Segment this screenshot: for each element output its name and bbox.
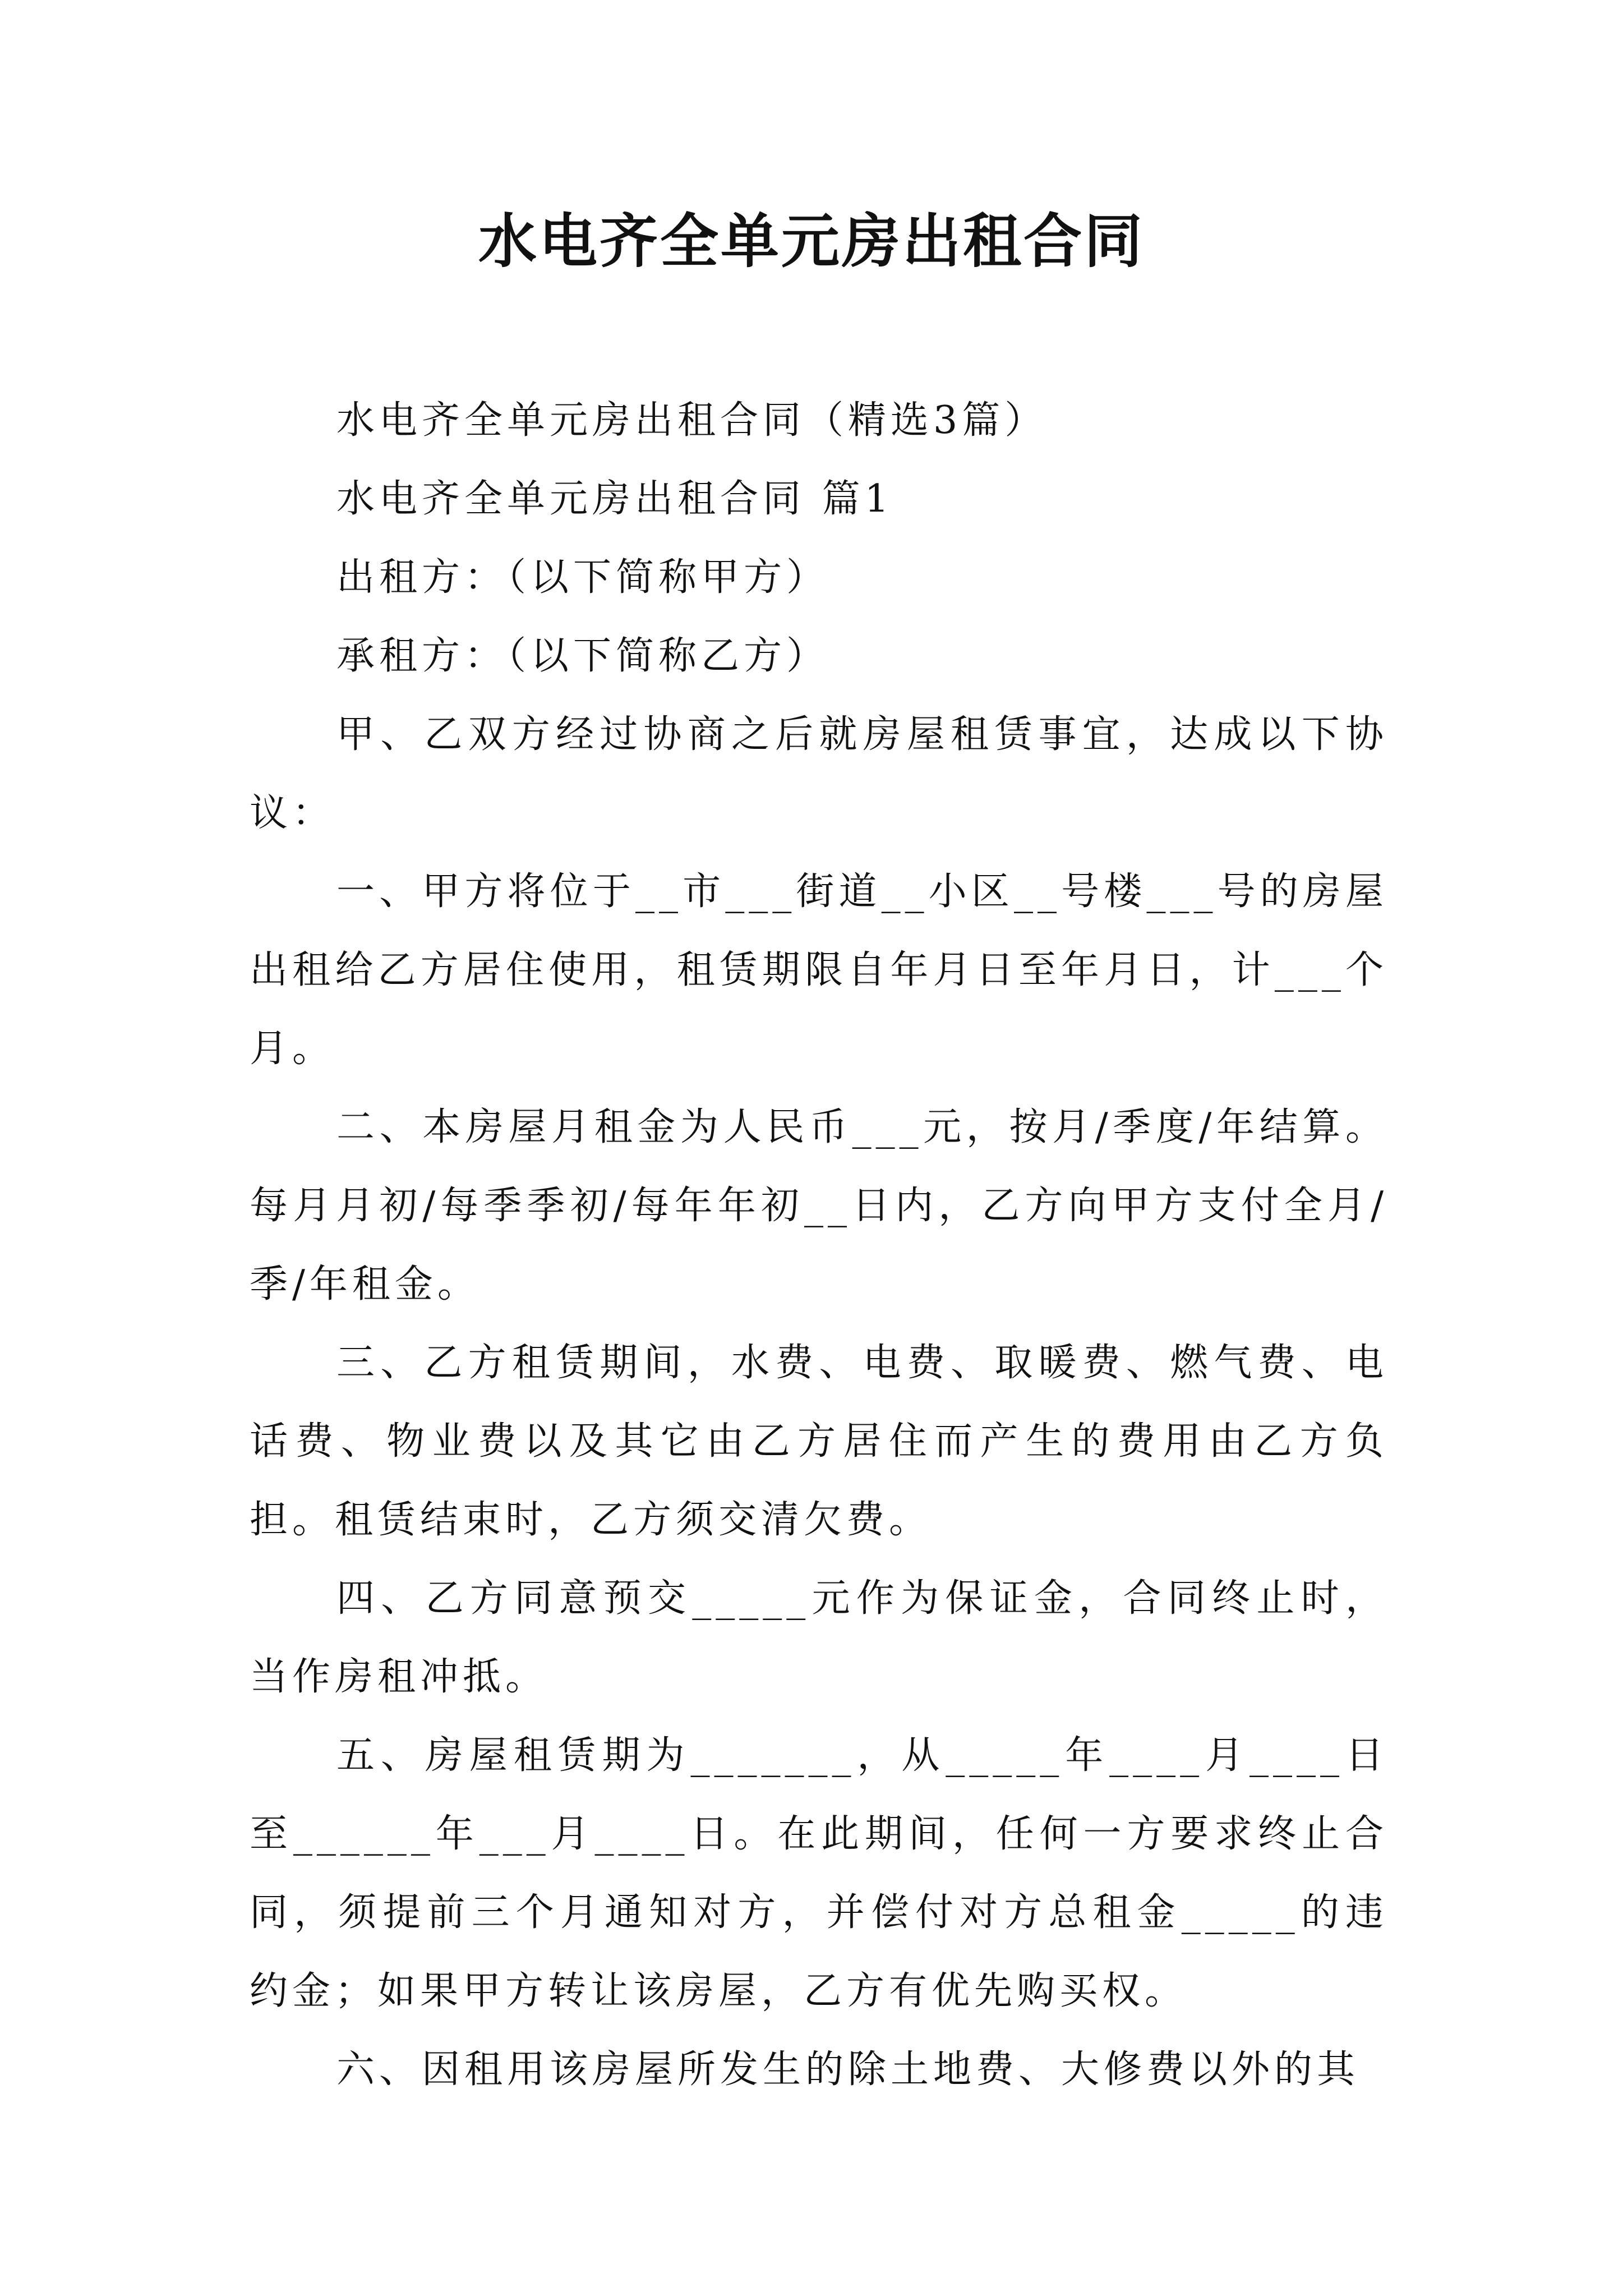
clause-5: 五、房屋租赁期为_______，从_____年____月____日至______年___月____日。在此期间，任何一方要求终止合同，须提前三个月通知对方，并偿付对方总租金_____的违约金；如果甲方转让该房屋，乙方有优先购买权。 (250, 1733, 1388, 2013)
clause-6: 六、因租用该房屋所发生的除土地费、大修费以外的其 (336, 2047, 1360, 2092)
paragraph-lessor: 出租方：（以下简称甲方） (336, 555, 829, 600)
paragraph-agreement-intro: 甲、乙双方经过协商之后就房屋租赁事宜，达成以下协议： (250, 712, 1388, 835)
paragraph-part-heading: 水电齐全单元房出租合同 篇1 (336, 477, 893, 521)
paragraph-lessee: 承租方：（以下简称乙方） (336, 634, 829, 678)
paragraph-collection-heading: 水电齐全单元房出租合同（精选3篇） (336, 398, 1048, 443)
clause-2: 二、本房屋月租金为人民币___元，按月/季度/年结算。每月月初/每季季初/每年年初__日内，乙方向甲方支付全月/季/年租金。 (250, 1105, 1388, 1306)
document-title: 水电齐全单元房出租合同 (478, 207, 1145, 275)
clause-4: 四、乙方同意预交_____元作为保证金，合同终止时，当作房租冲抵。 (250, 1576, 1388, 1699)
clause-1: 一、甲方将位于__市___街道__小区__号楼___号的房屋出租给乙方居住使用，租赁期限自年月日至年月日，计___个月。 (250, 869, 1388, 1071)
document-body (250, 381, 1388, 2109)
clause-3: 三、乙方租赁期间，水费、电费、取暖费、燃气费、电话费、物业费以及其它由乙方居住而产生的费用由乙方负担。租赁结束时，乙方须交清欠费。 (250, 1341, 1388, 1542)
